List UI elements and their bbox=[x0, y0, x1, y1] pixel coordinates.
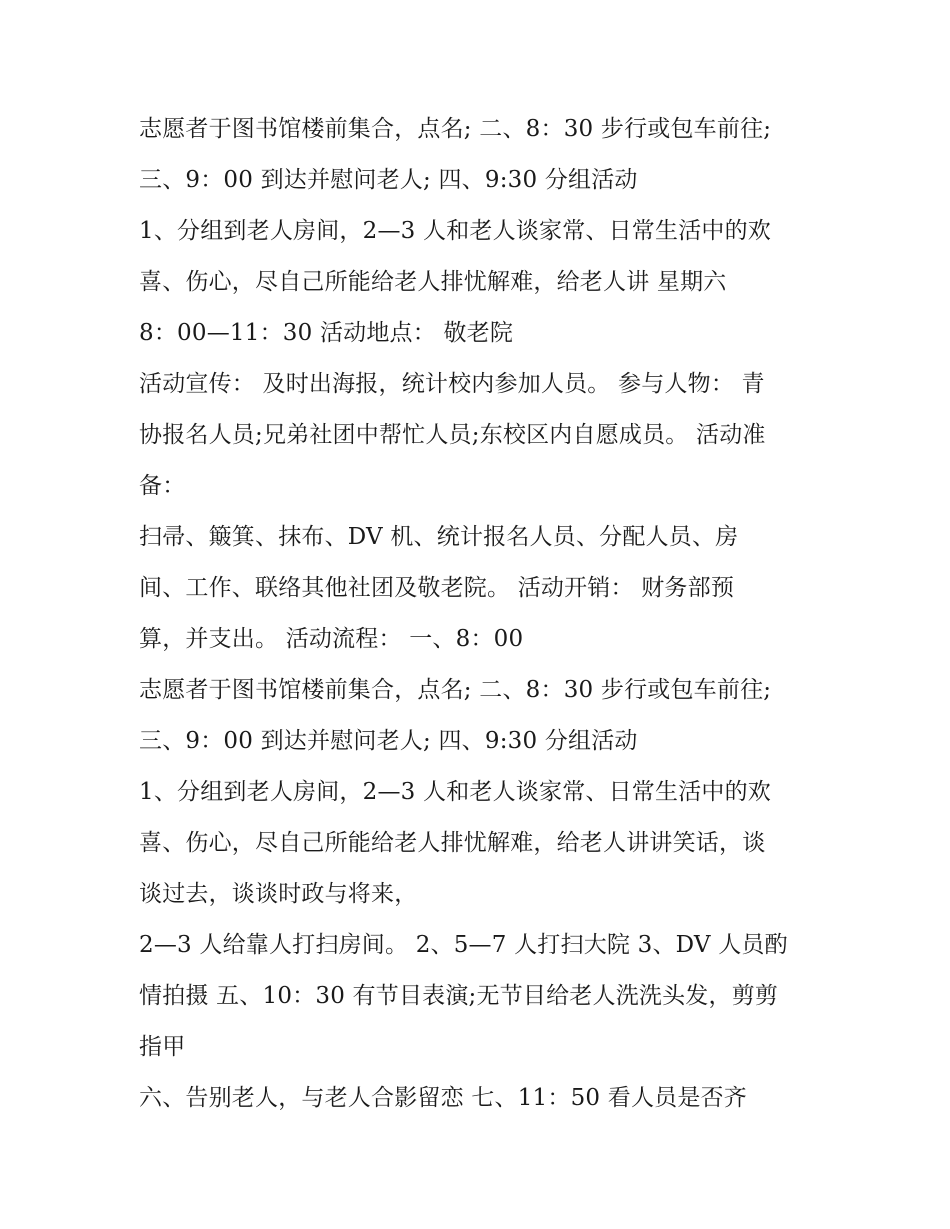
document-body bbox=[139, 104, 829, 1124]
text-line: 备： bbox=[139, 473, 186, 499]
text-line: 1、分组到老人房间，2—3 人和老人谈家常、日常生活中的欢 bbox=[139, 779, 772, 805]
text-line: 活动宣传： 及时出海报，统计校内参加人员。 参与人物： 青 bbox=[139, 371, 765, 397]
text-line: 算，并支出。 活动流程： 一、8：00 bbox=[139, 626, 524, 652]
text-line: 喜、伤心，尽自己所能给老人排忧解难，给老人讲 星期六 bbox=[139, 269, 727, 295]
text-line: 协报名人员;兄弟社团中帮忙人员;东校区内自愿成员。 活动准 bbox=[139, 422, 766, 448]
text-line: 六、告别老人，与老人合影留恋 七、11：50 看人员是否齐 bbox=[139, 1085, 747, 1111]
text-line: 志愿者于图书馆楼前集合，点名; 二、8：30 步行或包车前往; bbox=[139, 116, 772, 142]
text-line: 谈过去，谈谈时政与将来， bbox=[139, 881, 418, 907]
text-line: 扫帚、簸箕、抹布、DV 机、统计报名人员、分配人员、房 bbox=[139, 524, 739, 550]
text-line: 情拍摄 五、10：30 有节目表演;无节目给老人洗洗头发，剪剪 bbox=[139, 983, 779, 1009]
text-line: 1、分组到老人房间，2—3 人和老人谈家常、日常生活中的欢 bbox=[139, 218, 772, 244]
text-line: 间、工作、联络其他社团及敬老院。 活动开销： 财务部预 bbox=[139, 575, 735, 601]
text-line: 指甲 bbox=[139, 1034, 186, 1060]
text-line: 8：00—11：30 活动地点： 敬老院 bbox=[139, 320, 514, 346]
text-line: 志愿者于图书馆楼前集合，点名; 二、8：30 步行或包车前往; bbox=[139, 677, 772, 703]
text-line: 喜、伤心，尽自己所能给老人排忧解难，给老人讲讲笑话，谈 bbox=[139, 830, 766, 856]
text-line: 三、9：00 到达并慰问老人; 四、9:30 分组活动 bbox=[139, 728, 638, 754]
text-line: 三、9：00 到达并慰问老人; 四、9:30 分组活动 bbox=[139, 167, 638, 193]
text-line: 2—3 人给靠人打扫房间。 2、5—7 人打扫大院 3、DV 人员酌 bbox=[139, 932, 788, 958]
